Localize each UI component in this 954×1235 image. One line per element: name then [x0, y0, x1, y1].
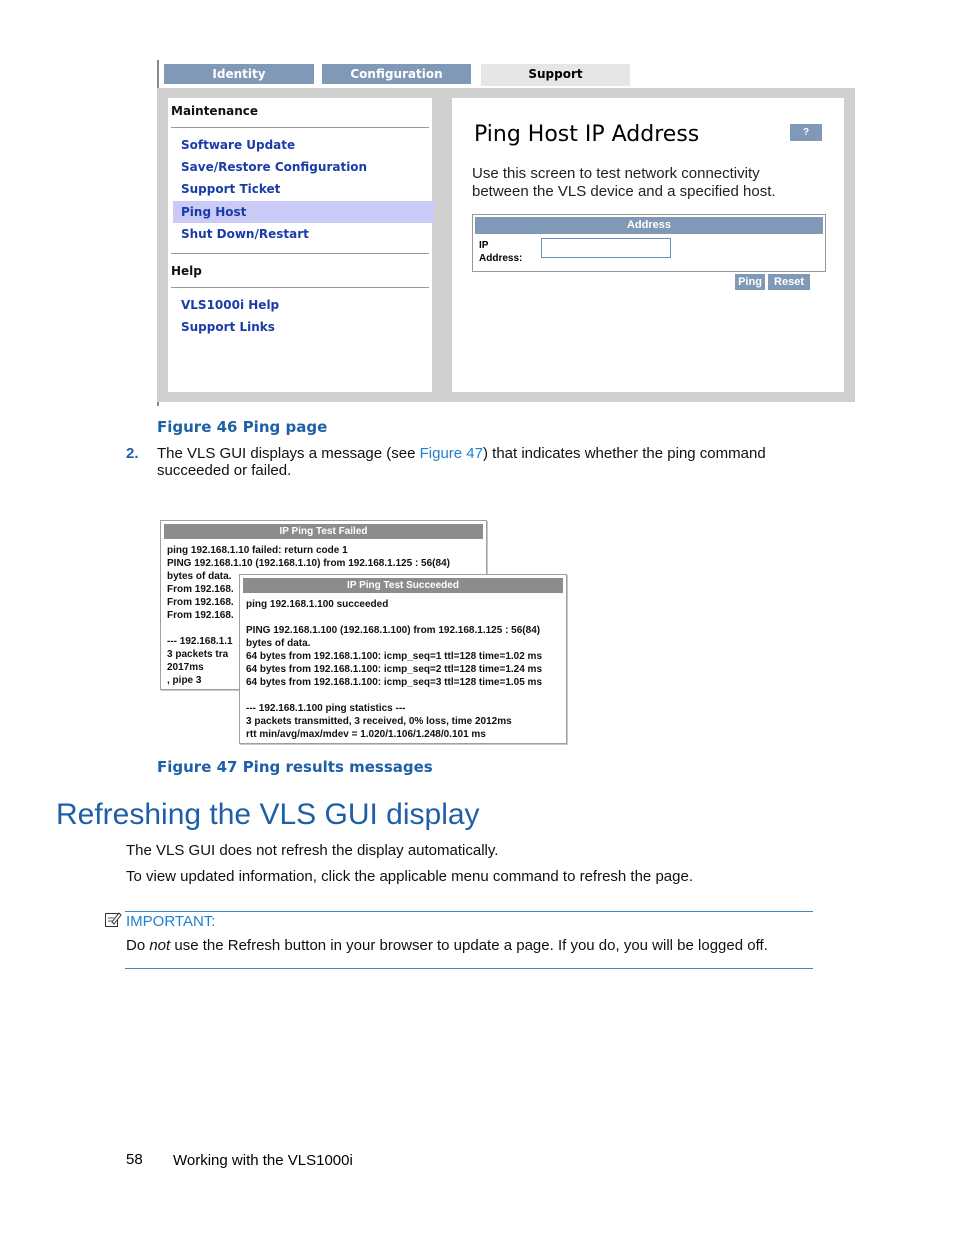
important-text-after: use the Refresh button in your browser to update a page. If you do, you will be logged off.: [170, 937, 768, 954]
page-description: Use this screen to test network connectivity between the VLS device and a specified host.: [472, 165, 776, 200]
sidebar-item-support-links[interactable]: Support Links: [181, 320, 275, 334]
output-line: 64 bytes from 192.168.1.100: icmp_seq=2 ttl=128 time=1.24 ms: [246, 664, 543, 675]
output-line: bytes of data.: [167, 571, 232, 582]
output-line: ping 192.168.1.100 succeeded: [246, 599, 389, 610]
output-line: PING 192.168.1.10 (192.168.1.10) from 192.168.1.125 : 56(84): [167, 558, 450, 569]
output-line: --- 192.168.1.100 ping statistics ---: [246, 703, 406, 714]
sidebar-item-save-restore[interactable]: Save/Restore Configuration: [181, 160, 368, 174]
output-line: rtt min/avg/max/mdev = 1.020/1.106/1.248/0.101 ms: [246, 729, 486, 740]
ip-label-line2: Address:: [479, 253, 523, 264]
step-text-before: The VLS GUI displays a message (see: [157, 445, 420, 462]
important-emphasis: not: [149, 937, 171, 954]
divider: [171, 287, 429, 288]
output-line: bytes of data.: [246, 638, 311, 649]
ip-address-label: [479, 239, 539, 265]
sidebar-item-software-update[interactable]: Software Update: [181, 138, 296, 152]
note-pencil-icon: [104, 910, 122, 928]
tab-support[interactable]: Support: [481, 64, 630, 86]
ping-succeeded-window: [239, 574, 567, 744]
output-line: , pipe 3: [167, 675, 202, 686]
main-panel: [452, 98, 844, 392]
section-title: Refreshing the VLS GUI display: [56, 798, 480, 831]
ip-label-line1: IP: [479, 240, 489, 251]
page-number: 58: [126, 1151, 143, 1168]
section-paragraph-1: The VLS GUI does not refresh the display automatically.: [126, 842, 499, 859]
divider: [171, 253, 429, 254]
output-line: PING 192.168.1.100 (192.168.1.100) from 192.168.1.125 : 56(84): [246, 625, 541, 636]
note-bottom-rule: [125, 968, 813, 969]
step-number: 2.: [126, 445, 139, 462]
sidebar-item-shut-down[interactable]: Shut Down/Restart: [181, 227, 309, 241]
output-line: --- 192.168.1.1: [167, 636, 233, 647]
output-line: From 192.168.: [167, 584, 234, 595]
sidebar: [168, 98, 432, 392]
ping-button[interactable]: Ping: [735, 274, 765, 290]
output-line: 2017ms: [167, 662, 204, 673]
sidebar-item-ping-host[interactable]: Ping Host: [173, 201, 434, 223]
output-line: 3 packets tra: [167, 649, 229, 660]
note-top-rule: [125, 911, 813, 912]
tab-configuration[interactable]: Configuration: [322, 64, 471, 84]
figure-47-link[interactable]: Figure 47: [419, 445, 483, 462]
output-line: 64 bytes from 192.168.1.100: icmp_seq=3 ttl=128 time=1.05 ms: [246, 677, 543, 688]
figure-47-caption: Figure 47 Ping results messages: [157, 758, 433, 776]
sidebar-item-vls-help[interactable]: VLS1000i Help: [181, 298, 280, 312]
help-button[interactable]: ?: [790, 124, 822, 141]
section-paragraph-2: To view updated information, click the applicable menu command to refresh the page.: [126, 868, 693, 885]
output-line: From 192.168.: [167, 597, 234, 608]
important-label: IMPORTANT:: [126, 913, 216, 930]
help-heading: Help: [171, 264, 202, 278]
sidebar-item-support-ticket[interactable]: Support Ticket: [181, 182, 281, 196]
step-text-after: ) that indicates whether the ping command succeeded or failed.: [157, 445, 766, 479]
footer-title: Working with the VLS1000i: [173, 1152, 353, 1169]
output-line: From 192.168.: [167, 610, 234, 621]
reset-button[interactable]: Reset: [768, 274, 810, 290]
page-title: Ping Host IP Address: [474, 122, 700, 147]
figure-46-screenshot: [157, 60, 855, 406]
important-text-before: Do: [126, 937, 150, 954]
figure-46-caption: Figure 46 Ping page: [157, 418, 328, 436]
address-header: Address: [475, 217, 823, 234]
output-line: 64 bytes from 192.168.1.100: icmp_seq=1 ttl=128 time=1.02 ms: [246, 651, 543, 662]
ping-failed-header: IP Ping Test Failed: [164, 524, 483, 539]
address-box: [472, 214, 826, 272]
ping-succeeded-header: IP Ping Test Succeeded: [243, 578, 563, 593]
step-text: [157, 445, 777, 479]
important-text: [126, 937, 768, 954]
maintenance-heading: Maintenance: [171, 104, 259, 118]
output-line: ping 192.168.1.10 failed: return code 1: [167, 545, 348, 556]
tab-identity[interactable]: Identity: [164, 64, 314, 84]
ip-address-input[interactable]: [541, 238, 671, 258]
output-line: 3 packets transmitted, 3 received, 0% loss, time 2012ms: [246, 716, 512, 727]
divider: [171, 127, 429, 128]
